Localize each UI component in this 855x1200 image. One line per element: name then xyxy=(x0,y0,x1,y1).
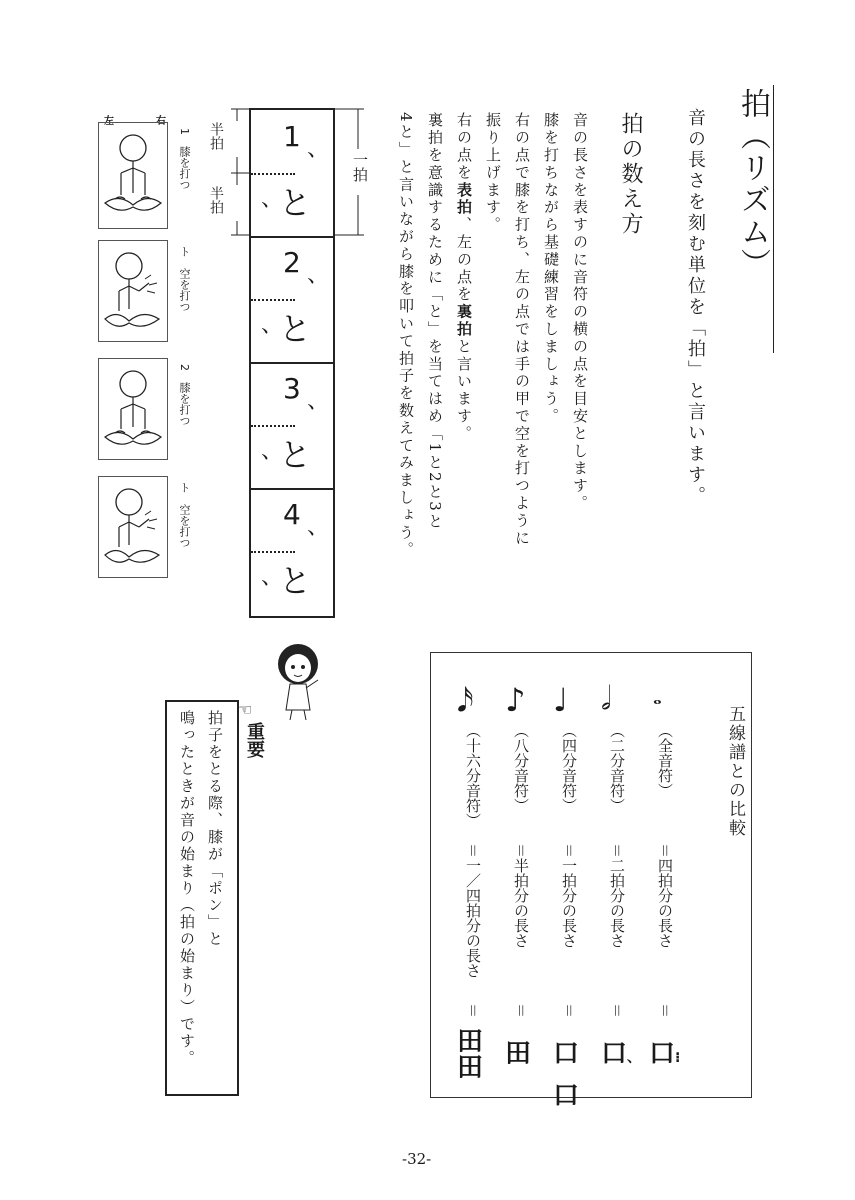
body-line-3: 右の点で膝を打ち、左の点では手の甲で空を打つように xyxy=(513,112,531,547)
note-row-eighth xyxy=(503,683,543,1083)
note-name: （四分音符） xyxy=(560,723,578,813)
beat-to: と xyxy=(279,562,312,600)
body-line-2: 膝を打ちながら基礎練習をしましょう。 xyxy=(542,112,560,426)
hanpaku-label-1: 半拍 xyxy=(208,122,224,150)
page-title: 拍（リズム） xyxy=(735,88,770,280)
rhythm-notation: 口、 xyxy=(601,1039,642,1069)
note-row-quarter xyxy=(551,681,591,1111)
eq-sign: ＝ xyxy=(464,1003,482,1019)
pointing-hand-icon: ☜ xyxy=(238,700,253,719)
rhythm-notation: 口 xyxy=(553,1039,580,1069)
left-label: 左 xyxy=(104,116,114,127)
beat-tick: 、 xyxy=(307,137,330,162)
figure-caption-1: 1 膝を打つ xyxy=(178,128,191,190)
beat-cell-2 xyxy=(251,236,333,364)
beat-to: と xyxy=(279,184,312,222)
body-line-1: 音の長さを表すのに音符の横の点を目安とします。 xyxy=(571,112,589,513)
beat-number: 1 xyxy=(283,120,301,153)
note-length: ＝四拍分の長さ xyxy=(656,843,674,949)
half-note-icon: 𝅗𝅥 xyxy=(601,679,612,717)
person-sky-icon xyxy=(99,477,167,577)
person-knee-icon xyxy=(99,123,167,228)
rhythm-notation: 口⁝ xyxy=(649,1039,681,1069)
body-line-7: 4と」と言いながら膝を叩いて拍子を数えてみましょう。 xyxy=(397,112,415,559)
body-line-6: 裏拍を意識するために「と」を当てはめ「1と2と3と xyxy=(426,112,444,531)
person-knee-icon xyxy=(99,359,167,459)
title-rule xyxy=(773,85,774,353)
half-divider xyxy=(251,173,295,175)
section-heading: 拍の数え方 xyxy=(618,112,643,237)
figure-caption-3: 2 膝を打つ xyxy=(178,364,191,426)
beat-tick: 、 xyxy=(261,565,284,590)
beat-box xyxy=(249,108,335,618)
beat-tick: 、 xyxy=(261,313,284,338)
beat-tick: 、 xyxy=(307,263,330,288)
eq-sign: ＝ xyxy=(656,1003,674,1019)
body-line-4: 振り上げます。 xyxy=(484,112,502,234)
ippaku-label: 一拍 xyxy=(351,152,369,182)
beat-tick: 、 xyxy=(307,389,330,414)
quarter-note-icon: ♩ xyxy=(553,681,569,719)
note-name: （全音符） xyxy=(656,723,674,798)
important-line-2: 鳴ったときが音の始まり（拍の始まり）です。 xyxy=(178,710,196,1067)
sixteenth-note-icon: 𝅘𝅥𝅯 xyxy=(457,681,474,719)
whole-note-icon: 𝅝 xyxy=(653,685,662,710)
person-sky-icon xyxy=(99,241,167,341)
note-row-whole xyxy=(647,683,687,1083)
body-line-5: 右の点を表拍、左の点を裏拍と言います。 xyxy=(455,112,473,443)
beat-tick: 、 xyxy=(307,515,330,540)
rhythm-notation: 田 田 xyxy=(457,1027,484,1083)
figure-sky-2 xyxy=(98,476,168,578)
beat-number: 3 xyxy=(283,372,301,405)
note-name: （二分音符） xyxy=(608,723,626,813)
beat-number: 4 xyxy=(283,498,301,531)
beat-to: と xyxy=(279,436,312,474)
rhythm-notation: 口 xyxy=(553,1081,580,1111)
right-label: 右 xyxy=(156,116,166,127)
figure-knee-2 xyxy=(98,358,168,460)
lead-text: 音の長さを刻む単位を「拍」と言います。 xyxy=(685,108,706,507)
figure-sky-1 xyxy=(98,240,168,342)
note-length: ＝二拍分の長さ xyxy=(608,843,626,949)
important-label: 重要 xyxy=(244,722,265,758)
eq-sign: ＝ xyxy=(512,1003,530,1019)
eq-sign: ＝ xyxy=(608,1003,626,1019)
figure-caption-2: ト 空を打つ xyxy=(178,246,191,312)
comparison-box xyxy=(430,652,752,1111)
half-divider xyxy=(251,551,295,553)
figure-caption-4: ト 空を打つ xyxy=(178,482,191,548)
page-number: -32- xyxy=(402,1150,432,1168)
rhythm-notation: 田 xyxy=(505,1039,532,1069)
beat-number: 2 xyxy=(283,246,301,279)
important-line-1: 拍子をとる際、膝が「ポン」と xyxy=(206,710,224,948)
beat-cell-1 xyxy=(251,110,333,238)
eq-sign: ＝ xyxy=(560,1003,578,1019)
half-divider xyxy=(251,299,295,301)
note-name: （十六分音符） xyxy=(464,723,482,828)
figure-knee-1 xyxy=(98,122,168,229)
note-length: ＝半拍分の長さ xyxy=(512,843,530,949)
eighth-note-icon: ♪ xyxy=(505,681,526,719)
hanpaku-label-2: 半拍 xyxy=(208,186,224,214)
beat-to: と xyxy=(279,310,312,348)
beat-cell-3 xyxy=(251,362,333,490)
beat-cell-4 xyxy=(251,488,333,616)
mascot-girl-icon xyxy=(272,640,328,722)
comparison-heading: 五線譜との比較 xyxy=(725,705,745,838)
note-name: （八分音符） xyxy=(512,723,530,813)
beat-tick: 、 xyxy=(261,187,284,212)
note-row-half xyxy=(599,679,642,1083)
note-length: ＝一拍分の長さ xyxy=(560,843,578,949)
note-length: ＝一／四拍分の長さ xyxy=(464,843,482,979)
important-box xyxy=(165,700,239,1096)
note-row-sixteenth xyxy=(455,683,495,1083)
beat-tick: 、 xyxy=(261,439,284,464)
half-divider xyxy=(251,425,295,427)
